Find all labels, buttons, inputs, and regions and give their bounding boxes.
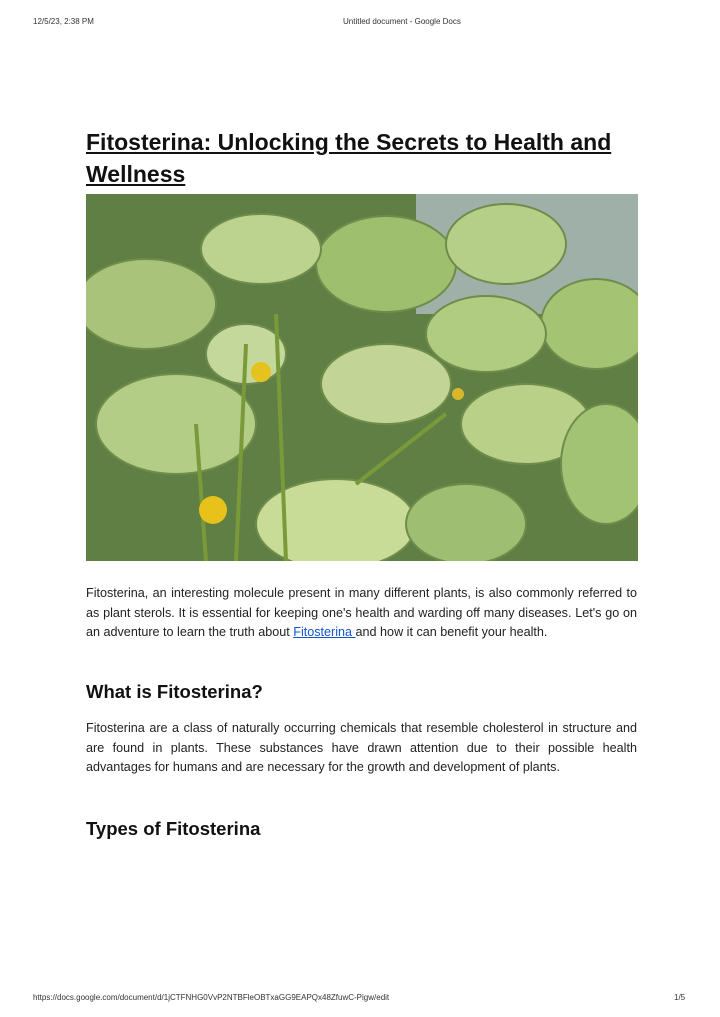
print-doc-title: Untitled document - Google Docs (343, 17, 461, 26)
intro-paragraph (86, 584, 637, 643)
print-page-number: 1/5 (674, 993, 686, 1002)
heading-types: Types of Fitosterina (86, 818, 261, 839)
print-datetime: 12/5/23, 2:38 PM (33, 17, 94, 26)
what-is-paragraph: Fitosterina are a class of naturally occurring chemicals that resemble cholesterol in structure and are found in plants. These substances have drawn attention due to their possible health advantages for humans and are necessary for the growth and development of plants. (86, 721, 637, 774)
document-title: Fitosterina: Unlocking the Secrets to Health and Wellness (86, 129, 612, 187)
intro-text: Fitosterina, an interesting molecule present in many different plants, is also commonly referred to as plant sterols. It is essential for keeping one's health and warding off many diseases. Let's go on an adventure to learn the truth about (86, 586, 637, 639)
heading-what-is: What is Fitosterina? (86, 681, 263, 702)
water-lily-leaves-photo (86, 194, 638, 561)
intro-text-end: and how it can benefit your health. (355, 625, 548, 639)
print-url: https://docs.google.com/document/d/1jCTFNHG0VvP2NTBFleOBTxaGG9EAPQx48ZfuwC-Pigw/edit (33, 993, 390, 1002)
fitosterina-link[interactable]: Fitosterina (293, 625, 356, 639)
